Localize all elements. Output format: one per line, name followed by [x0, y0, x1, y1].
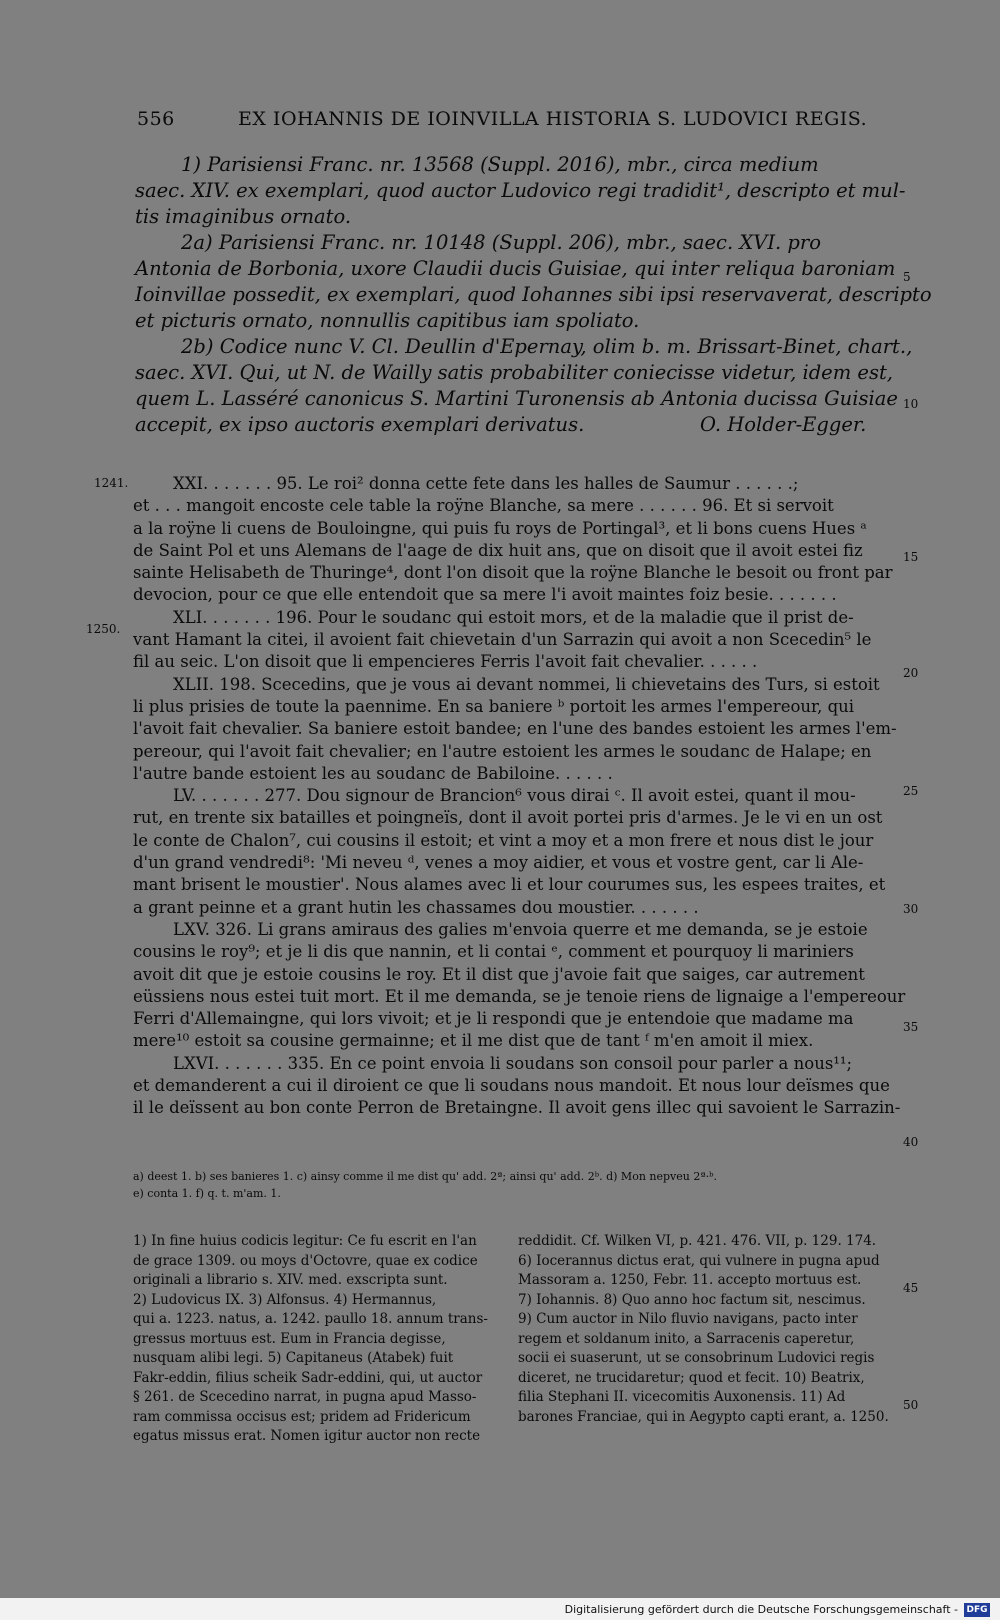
- text-line: LV. . . . . . . 277. Dou signour de Brancion⁶ vous dirai ᶜ. Il avoit estei, quant il mou-: [173, 786, 856, 806]
- intro-text: [135, 152, 932, 438]
- margin-year: 1241.: [94, 476, 129, 490]
- footnote-line: de grace 1309. ou moys d'Octovre, quae ex codice: [133, 1252, 478, 1269]
- text-line: a grant peinne et a grant hutin les chassames dou moustier. . . . . . .: [133, 897, 699, 917]
- intro-line: 2a) Parisiensi Franc. nr. 10148 (Suppl. 206), mbr., saec. XVI. pro: [181, 231, 821, 254]
- text-line: pereour, qui l'avoit fait chevalier; en l'autre estoient les armes le soudanc de Halape; en: [133, 741, 872, 761]
- text-line: et . . . mangoit encoste cele table la roÿne Blanche, sa mere . . . . . . 96. Et si servoit: [133, 496, 834, 516]
- intro-line: saec. XVI. Qui, ut N. de Wailly satis probabiliter coniecisse videtur, idem est,: [135, 361, 893, 384]
- variant-readings: [133, 1168, 717, 1202]
- intro-signature: O. Holder-Egger.: [700, 413, 867, 436]
- text-line: a la roÿne li cuens de Bouloingne, qui puis fu roys de Portingal³, et li bons cuens Hues ᵃ: [133, 518, 867, 538]
- line-number: 40: [903, 1135, 919, 1149]
- footnotes-right: [518, 1232, 888, 1427]
- footnote-line: filia Stephani II. vicecomitis Auxonensis. 11) Ad: [518, 1389, 846, 1405]
- intro-line: Antonia de Borbonia, uxore Claudii ducis Guisiae, qui inter reliqua baroniam: [135, 257, 896, 280]
- intro-line: accepit, ex ipso auctoris exemplari derivatus.: [135, 413, 585, 436]
- footnote-line: Fakr-eddin, filius scheik Sadr-eddini, qui, ut auctor: [133, 1369, 483, 1386]
- text-line: d'un grand vendredi⁸: 'Mi neveu ᵈ, venes a moy aidier, et vous et vostre gent, car li Ale-: [133, 853, 864, 873]
- footnote-line: § 261. de Scecedino narrat, in pugna apud Masso-: [133, 1389, 477, 1405]
- line-number: 5: [903, 270, 911, 284]
- text-line: l'autre bande estoient les au soudanc de Babiloine. . . . . .: [133, 763, 613, 783]
- footnote-line: 9) Cum auctor in Nilo fluvio navigans, pacto inter: [518, 1311, 858, 1327]
- footnote-line: socii ei suaserunt, ut se consobrinum Ludovici regis: [518, 1350, 875, 1366]
- text-line: XLI. . . . . . . 196. Pour le soudanc qui estoit mors, et de la maladie que il prist de-: [173, 607, 854, 627]
- text-line: sainte Helisabeth de Thuringe⁴, dont l'on disoit que la roÿne Blanche le besoit ou front par: [133, 563, 893, 583]
- footnote-line: ram commissa occisus est; pridem ad Fridericum: [133, 1408, 471, 1425]
- intro-line: quem L. Lasséré canonicus S. Martini Turonensis ab Antonia ducissa Guisiae: [135, 387, 898, 410]
- intro-line: tis imaginibus ornato.: [135, 205, 352, 228]
- line-number: 15: [903, 550, 919, 564]
- main-text: [133, 473, 906, 1120]
- footnote-line: 7) Iohannis. 8) Quo anno hoc factum sit, nescimus.: [518, 1291, 866, 1308]
- running-title: EX IOHANNIS DE IOINVILLA HISTORIA S. LUDOVICI REGIS.: [238, 108, 868, 130]
- line-number: 20: [903, 666, 919, 680]
- text-line: li plus prisies de toute la paennime. En sa baniere ᵇ portoit les armes l'empereour, qui: [133, 696, 855, 716]
- text-line: XXI. . . . . . . 95. Le roi² donna cette fete dans les halles de Saumur . . . . . .;: [173, 474, 799, 493]
- footnote-line: 2) Ludovicus IX. 3) Alfonsus. 4) Hermannus,: [133, 1291, 437, 1308]
- line-number: 10: [903, 397, 919, 411]
- text-line: mant brisent le moustier'. Nous alames avec li et lour courumes sus, les espees traites, et: [133, 875, 886, 895]
- footnote-line: gressus mortuus est. Eum in Francia degisse,: [133, 1330, 446, 1347]
- text-line: avoit dit que je estoie cousins le roy. Et il dist que j'avoie fait que saiges, car autrement: [133, 964, 865, 984]
- line-number: 30: [903, 902, 919, 916]
- page-number: 556: [137, 108, 175, 130]
- line-number: 50: [903, 1398, 919, 1412]
- text-line: il le deïssent au bon conte Perron de Bretaingne. Il avoit gens illec qui savoient le Sarrazin-: [133, 1098, 901, 1118]
- intro-line: et picturis ornato, nonnullis capitibus iam spoliato.: [135, 309, 640, 332]
- dfg-logo-icon: DFG: [964, 1603, 990, 1617]
- footer-bar: [0, 1598, 1000, 1620]
- footnote-line: nusquam alibi legi. 5) Capitaneus (Atabek) fuit: [133, 1350, 454, 1366]
- text-line: cousins le roy⁹; et je li dis que nannin, et li contai ᵉ, comment et pourquoy li mariniers: [133, 942, 854, 962]
- footnote-line: 1) In fine huius codicis legitur: Ce fu escrit en l'an: [133, 1233, 477, 1249]
- footnote-line: diceret, ne trucidaretur; quod et fecit. 10) Beatrix,: [518, 1369, 865, 1386]
- text-line: et demanderent a cui il diroient ce que li soudans nous mandoit. Et nous lour deïsmes que: [133, 1076, 890, 1096]
- text-line: LXVI. . . . . . . 335. En ce point envoia li soudans son consoil pour parler a nous¹¹;: [173, 1053, 853, 1073]
- footnote-line: originali a librario s. XIV. med. exscripta sunt.: [133, 1272, 448, 1288]
- footnote-line: regem et soldanum inito, a Sarracenis caperetur,: [518, 1330, 855, 1347]
- footnote-line: reddidit. Cf. Wilken VI, p. 421. 476. VII, p. 129. 174.: [518, 1233, 877, 1249]
- footnote-line: barones Franciae, qui in Aegypto capti erant, a. 1250.: [518, 1408, 889, 1425]
- margin-year: 1250.: [86, 622, 121, 636]
- text-line: de Saint Pol et uns Alemans de l'aage de dix huit ans, que on disoit que il avoit estei fiz: [133, 540, 863, 560]
- text-line: le conte de Chalon⁷, cui cousins il estoit; et vint a moy et a mon frere et nous dist le jour: [133, 830, 874, 850]
- line-number: 25: [903, 784, 919, 798]
- text-line: LXV. 326. Li grans amiraus des galies m'envoia querre et me demanda, se je estoie: [173, 919, 868, 939]
- footnotes-left: [133, 1232, 503, 1447]
- footnote-line: qui a. 1223. natus, a. 1242. paullo 18. annum trans-: [133, 1311, 488, 1327]
- text-line: fil au seic. L'on disoit que li empencieres Ferris l'avoit fait chevalier. . . . . .: [133, 652, 758, 672]
- text-line: XLII. 198. Scecedins, que je vous ai devant nommei, li chievetains des Turs, si estoit: [173, 674, 880, 694]
- text-line: Ferri d'Allemaingne, qui lors vivoit; et je li respondi que je entendoie que madame ma: [133, 1009, 854, 1029]
- intro-line: saec. XIV. ex exemplari, quod auctor Ludovico regi tradidit¹, descripto et mul-: [135, 179, 906, 202]
- footnote-line: 6) Iocerannus dictus erat, qui vulnere in pugna apud: [518, 1252, 880, 1269]
- line-number: 45: [903, 1281, 919, 1295]
- text-line: devocion, pour ce que elle entendoit que sa mere l'i avoit maintes foiz besie. . . . . . .: [133, 585, 837, 605]
- intro-line: 1) Parisiensi Franc. nr. 13568 (Suppl. 2016), mbr., circa medium: [181, 153, 819, 176]
- variant-line: a) deest 1. b) ses banieres 1. c) ainsy comme il me dist qu' add. 2ª; ainsi qu' add. 2ᵇ. d) Mon nepveu 2ª·ᵇ.: [133, 1170, 717, 1183]
- line-number: 35: [903, 1020, 919, 1034]
- text-line: l'avoit fait chevalier. Sa baniere estoit bandee; en l'une des bandes estoient les armes l'em-: [133, 719, 897, 739]
- text-line: mere¹⁰ estoit sa cousine germainne; et il me dist que de tant ᶠ m'en amoit il miex.: [133, 1031, 814, 1051]
- intro-line: 2b) Codice nunc V. Cl. Deullin d'Epernay, olim b. m. Brissart-Binet, chart.,: [181, 335, 913, 358]
- text-line: rut, en trente six batailles et poingneïs, dont il avoit portei pris d'armes. Je le vi en un ost: [133, 808, 883, 828]
- footnote-line: egatus missus erat. Nomen igitur auctor non recte: [133, 1428, 481, 1444]
- variant-line: e) conta 1. f) q. t. m'am. 1.: [133, 1187, 281, 1200]
- footer-credit: Digitalisierung gefördert durch die Deutsche Forschungsgemeinschaft -: [564, 1603, 958, 1616]
- text-line: eüssiens nous estei tuit mort. Et il me demanda, se je tenoie riens de lignaige a l'empereour: [133, 986, 906, 1006]
- text-line: vant Hamant la citei, il avoient fait chievetain d'un Sarrazin qui avoit a non Scecedin⁵ le: [133, 630, 872, 650]
- intro-line: Ioinvillae possedit, ex exemplari, quod Iohannes sibi ipsi reservaverat, descripto: [135, 283, 932, 306]
- footnote-line: Massoram a. 1250, Febr. 11. accepto mortuus est.: [518, 1272, 862, 1288]
